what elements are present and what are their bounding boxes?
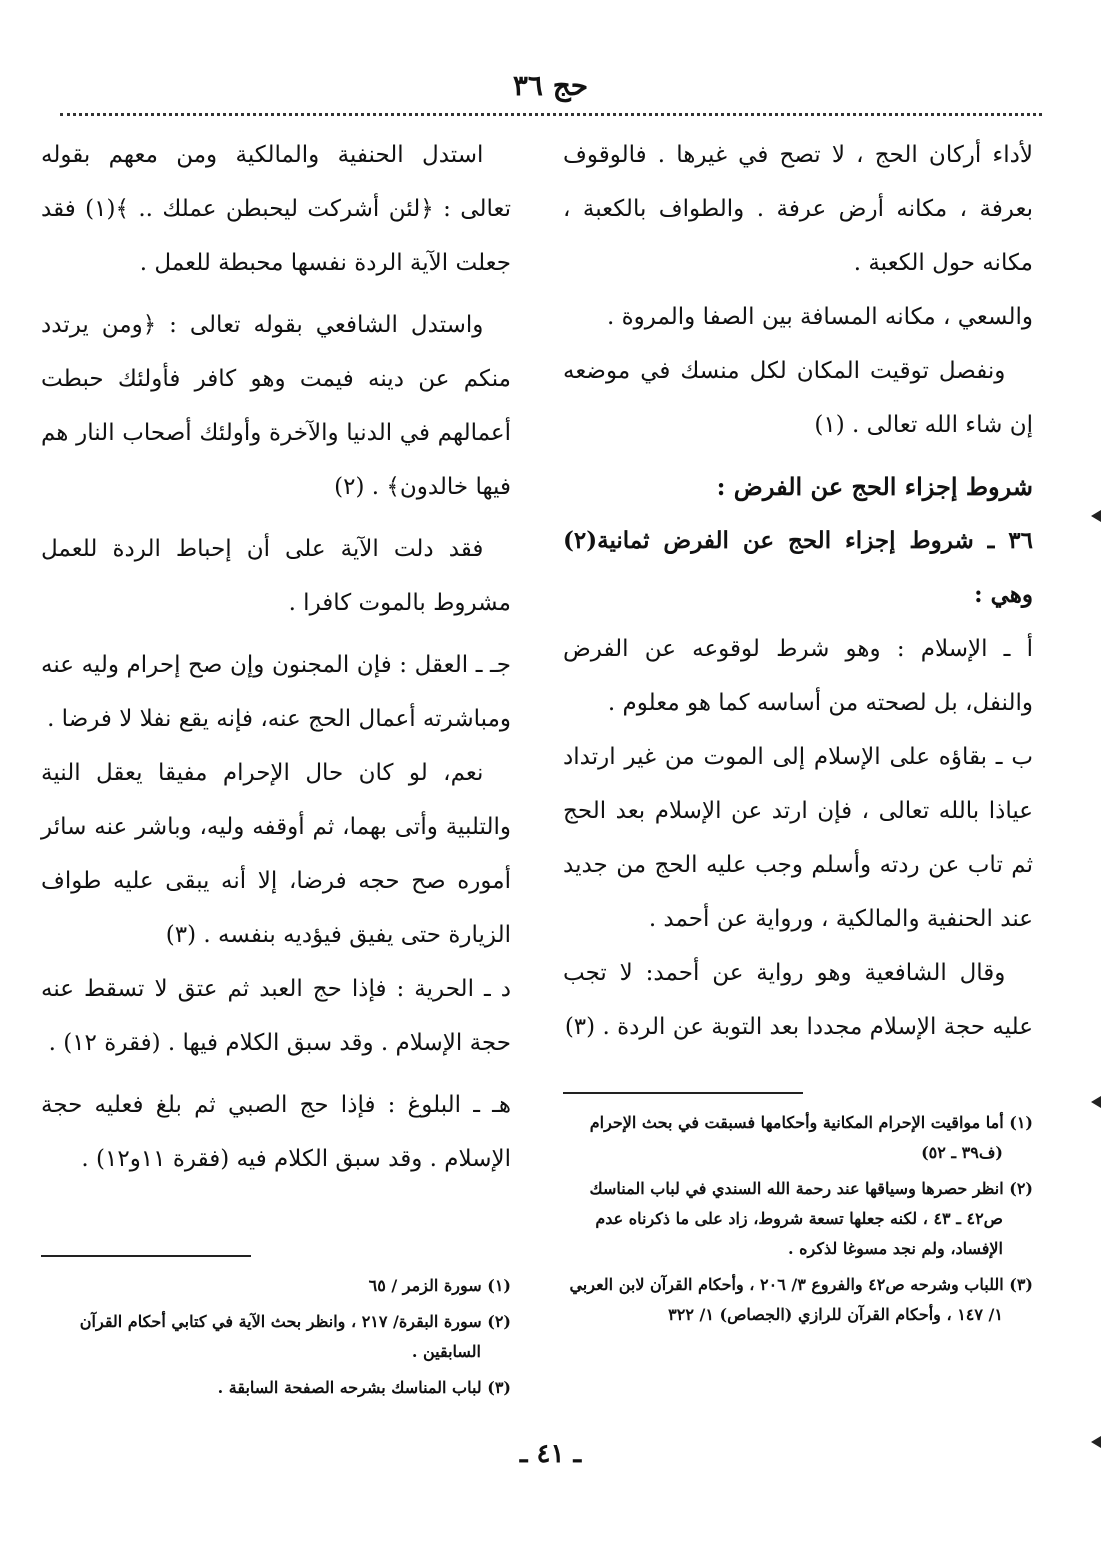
footnotes-right xyxy=(563,1092,1033,1336)
margin-marker xyxy=(1091,1096,1101,1108)
section-heading: شروط إجزاء الحج عن الفرض : xyxy=(716,472,1033,501)
footnote-separator xyxy=(563,1092,803,1094)
footnote: (١) سورة الزمر / ٦٥ xyxy=(368,1276,511,1295)
footnote: (٢) انظر حصرها وسياقها عند رحمة الله السندي في لباب المناسك ص٤٢ ـ ٤٣ ، لكنه جعلها تسعة شروط، زاد على ما ذكرناه عدم الإفساد، ولم نجد مسوغا لذكره . xyxy=(589,1179,1033,1258)
footnote: (٣) اللباب وشرحه ص٤٢ والفروع ٣/ ٢٠٦ ، وأحكام القرآن لابن العربي ١/ ١٤٧ ، وأحكام القرآن للرازي (الجصاص) ١/ ٣٢٢ xyxy=(569,1275,1033,1324)
header-dotted-rule xyxy=(60,113,1042,116)
paragraph: جـ ـ العقل : فإن المجنون وإن صح إحرام وليه عنه ومباشرته أعمال الحج عنه، فإنه يقع نفلا لا فرضا . xyxy=(41,652,511,732)
paragraph: واستدل الشافعي بقوله تعالى : ﴿ومن يرتدد منكم عن دينه فيمت وهو كافر فأولئك حبطت أعمالهم في الدنيا والآخرة وأولئك أصحاب النار هم فيها خالدون﴾ . (٢) xyxy=(41,312,511,500)
paragraph: أ ـ الإسلام : وهو شرط لوقوعه عن الفرض والنفل، بل لصحته من أساسه كما هو معلوم . xyxy=(563,636,1033,716)
paragraph: ٣٦ ـ شروط إجزاء الحج عن الفرض ثمانية(٢) وهي : xyxy=(563,527,1033,608)
page-header-title: حج ٣٦ xyxy=(512,69,589,102)
footnote: (٣) لباب المناسك بشرحه الصفحة السابقة . xyxy=(217,1378,511,1397)
paragraph: ب ـ بقاؤه على الإسلام إلى الموت من غير ارتداد عياذا بالله تعالى ، فإن ارتد عن الإسلام بعد الحج ثم تاب عن ردته وأسلم وجب عليه الحج من جديد عند الحنفية والمالكية ، ورواية عن أحمد . xyxy=(563,744,1033,932)
paragraph: هـ ـ البلوغ : فإذا حج الصبي ثم بلغ فعليه حجة الإسلام . وقد سبق الكلام فيه (فقرة ١١و١٢) . xyxy=(41,1092,511,1172)
paragraph: استدل الحنفية والمالكية ومن معهم بقوله تعالى : ﴿لئن أشركت ليحبطن عملك .. ﴾(١) فقد جعلت الآية الردة نفسها محبطة للعمل . xyxy=(41,142,511,276)
right-column xyxy=(563,128,1033,1054)
footnote-separator xyxy=(41,1255,251,1257)
page-number: ـ ٤١ ـ xyxy=(519,1439,582,1469)
footnote: (١) أما مواقيت الإحرام المكانية وأحكامها فسبقت في بحث الإحرام (ف٣٩ ـ ٥٢) xyxy=(589,1113,1033,1162)
left-column xyxy=(41,128,511,1186)
paragraph: لأداء أركان الحج ، لا تصح في غيرها . فالوقوف بعرفة ، مكانه أرض عرفة . والطواف بالكعبة ، مكانه حول الكعبة . xyxy=(563,142,1033,276)
footnotes-left xyxy=(41,1255,511,1409)
paragraph: والسعي ، مكانه المسافة بين الصفا والمروة . xyxy=(607,304,1033,330)
paragraph: ونفصل توقيت المكان لكل منسك في موضعه إن شاء الله تعالى . (١) xyxy=(563,358,1033,438)
paragraph: فقد دلت الآية على أن إحباط الردة للعمل مشروط بالموت كافرا . xyxy=(41,536,511,616)
footnote: (٢) سورة البقرة/ ٢١٧ ، وانظر بحث الآية في كتابي أحكام القرآن السابقين . xyxy=(79,1312,511,1361)
paragraph: د ـ الحرية : فإذا حج العبد ثم عتق لا تسقط عنه حجة الإسلام . وقد سبق الكلام فيها . (فقرة ١٢) . xyxy=(41,976,511,1056)
margin-marker xyxy=(1091,510,1101,522)
paragraph: نعم، لو كان حال الإحرام مفيقا يعقل النية والتلبية وأتى بهما، ثم أوقفه وليه، وباشر عنه سائر أموره صح حجه فرضا، إلا أنه يبقى عليه طواف الزيارة حتى يفيق فيؤديه بنفسه . (٣) xyxy=(41,760,511,948)
paragraph: وقال الشافعية وهو رواية عن أحمد: لا تجب عليه حجة الإسلام مجددا بعد التوبة عن الردة . (٣) xyxy=(563,960,1033,1040)
